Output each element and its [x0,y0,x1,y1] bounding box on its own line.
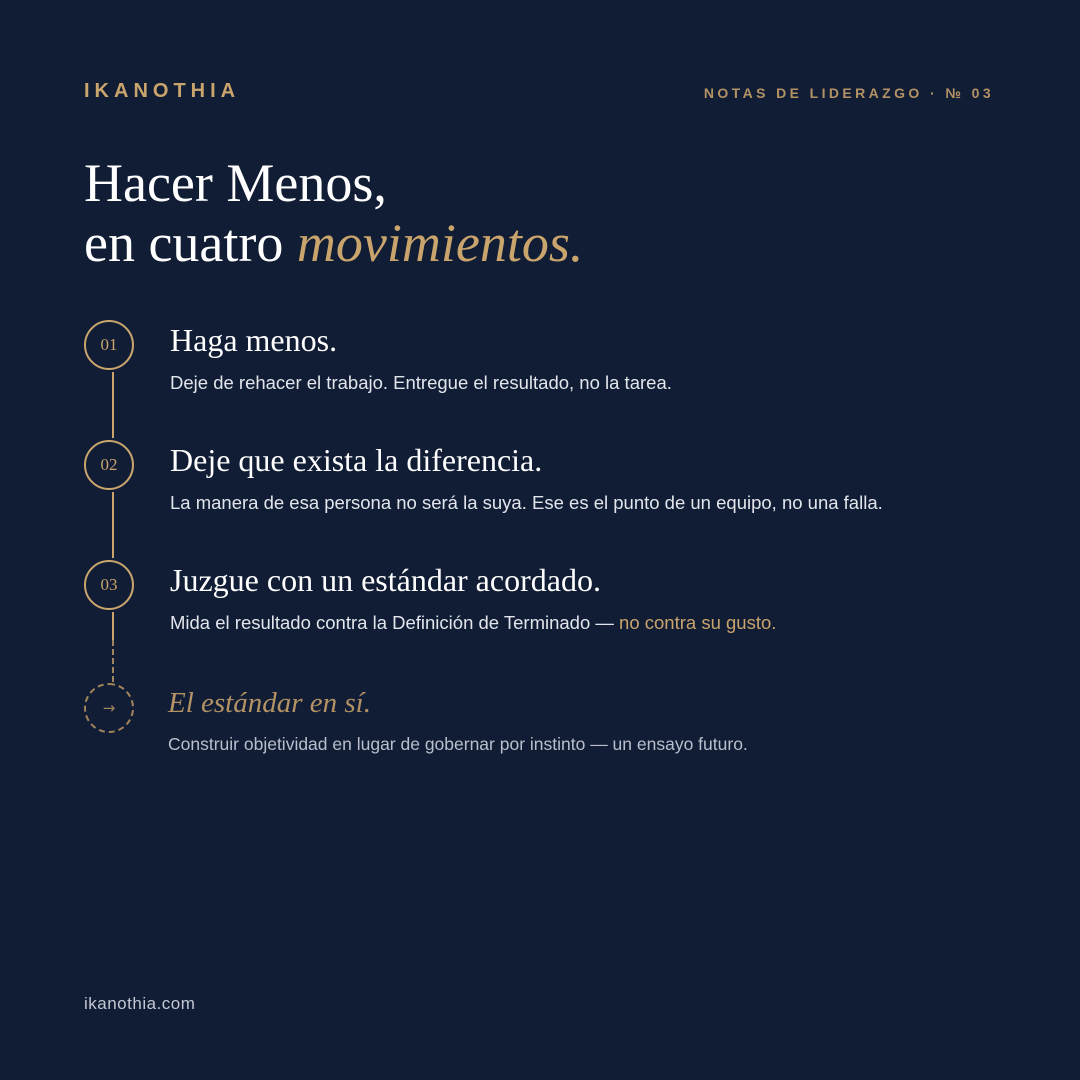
title-line-2: en cuatro [84,213,297,273]
step-title: Haga menos. [170,322,338,358]
step-title: Juzgue con un estándar acordado. [170,562,601,598]
step-number-badge: 01 [84,320,134,370]
timeline-connector [112,372,114,438]
footer-url[interactable]: ikanothia.com [84,994,196,1013]
step-description-text: Mida el resultado contra la Definición de Terminado — [170,612,620,633]
page-title [84,153,583,273]
step-description-highlight: no contra su gusto. [619,612,777,633]
timeline-connector [112,492,114,558]
future-step-title: El estándar en sí. [168,687,371,719]
brand-name: IKANOTHIA [84,80,241,102]
timeline-connector-dashed [112,640,114,682]
future-step-description: Construir objetividad en lugar de gobernar por instinto — un ensayo futuro. [168,734,748,754]
timeline-connector [112,612,114,640]
step-description: La manera de esa persona no será la suya. Ese es el punto de un equipo, no una falla. [170,492,883,513]
step-description [170,612,776,634]
series-label: NOTAS DE LIDERAZGO · № 03 [703,85,994,101]
step-description: Deje de rehacer el trabajo. Entregue el resultado, no la tarea. [170,372,672,393]
step-title: Deje que exista la diferencia. [170,442,543,478]
step-number-badge: 02 [84,440,134,490]
title-accent: movimientos. [296,213,584,273]
arrow-right-icon: → [84,683,134,733]
title-line-1: Hacer Menos, [84,153,387,213]
step-number-badge: 03 [84,560,134,610]
